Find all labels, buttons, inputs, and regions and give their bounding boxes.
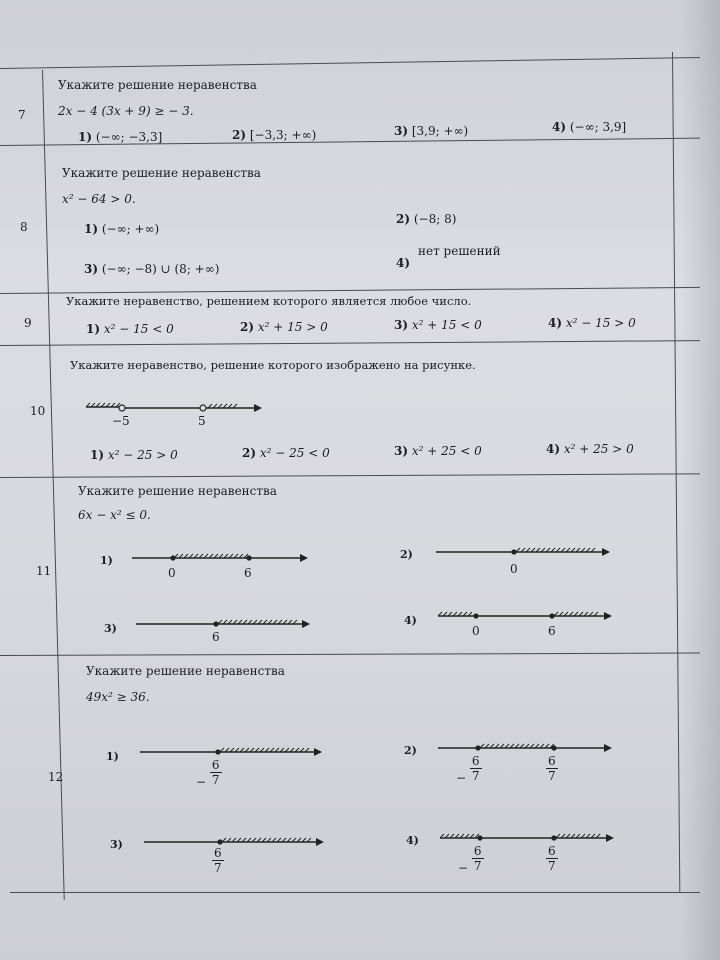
- answer-option-3[interactable]: 3): [104, 622, 117, 635]
- answer-option-2[interactable]: 2) [−3,3; +∞): [232, 128, 317, 142]
- answer-option-1[interactable]: 1) (−∞; +∞): [84, 222, 160, 236]
- answer-option-3[interactable]: 3) (−∞; −8) ∪ (8; +∞): [84, 262, 220, 276]
- table-border-right: [672, 52, 680, 892]
- table-border-bottom: [10, 892, 700, 893]
- answer-option-1[interactable]: 1): [106, 750, 119, 763]
- number-line-option-3: [134, 616, 319, 632]
- row-divider: [0, 653, 700, 656]
- open-point-left: [119, 405, 125, 411]
- tick-label: 0: [472, 624, 480, 638]
- open-point-right: [200, 405, 206, 411]
- task-expression: 6x − x² ≤ 0.: [78, 508, 151, 522]
- task-number: 7: [18, 108, 26, 122]
- fraction-label: − $\frac{6}{7}$: [458, 844, 482, 875]
- hatching-left: [86, 403, 120, 407]
- fraction-label: $\frac{6}{7}$: [214, 846, 222, 875]
- fraction-label: $\frac{6}{7}$: [548, 754, 556, 783]
- answer-option-4[interactable]: 4) x² − 15 > 0: [548, 316, 636, 330]
- task-title: Укажите неравенство, решение которого изображено на рисунке.: [70, 358, 476, 372]
- number-line-option-2: [434, 544, 619, 560]
- axis-arrow: [254, 404, 262, 412]
- task-expression: x² − 64 > 0.: [62, 192, 136, 206]
- answer-option-3[interactable]: 3) x² + 25 < 0: [394, 444, 482, 458]
- answer-option-3[interactable]: 3) x² + 15 < 0: [394, 318, 482, 332]
- task-number: 10: [30, 404, 46, 418]
- answer-option-2[interactable]: 2) x² + 15 > 0: [240, 320, 328, 334]
- row-divider: [0, 340, 700, 346]
- answer-option-4[interactable]: 4): [406, 834, 419, 847]
- task-expression: 49x² ≥ 36.: [86, 690, 150, 704]
- answer-option-4[interactable]: 4) (−∞; 3,9]: [552, 120, 627, 134]
- tick-label: 0: [510, 562, 518, 576]
- answer-option-4[interactable]: 4): [396, 256, 411, 270]
- number-line-option-4: [436, 608, 621, 624]
- task-title: Укажите неравенство, решением которого является любое число.: [66, 294, 472, 308]
- answer-option-3[interactable]: 3) [3,9; +∞): [394, 124, 469, 138]
- answer-option-2[interactable]: 2) (−8; 8): [396, 212, 457, 226]
- answer-option-1[interactable]: 1) x² − 15 < 0: [86, 322, 174, 336]
- table-border-top: [0, 57, 700, 69]
- task-title: Укажите решение неравенства: [86, 664, 285, 678]
- answer-option-1[interactable]: 1) x² − 25 > 0: [90, 448, 178, 462]
- answer-option-4-text: нет решений: [418, 244, 501, 258]
- number-line-figure: [84, 398, 264, 434]
- task-number: 11: [36, 564, 52, 578]
- answer-option-2[interactable]: 2): [400, 548, 413, 561]
- tick-label: −5: [112, 414, 130, 428]
- answer-option-2[interactable]: 2) x² − 25 < 0: [242, 446, 330, 460]
- row-divider: [0, 287, 700, 294]
- number-line-option-1: [130, 550, 315, 566]
- answer-option-3[interactable]: 3): [110, 838, 123, 851]
- answer-option-4[interactable]: 4): [404, 614, 417, 627]
- task-expression: 2x − 4 (3x + 9) ≥ − 3.: [58, 104, 194, 118]
- tick-label: 6: [548, 624, 556, 638]
- number-line-option-3: [142, 834, 332, 850]
- tick-label: 0: [168, 566, 176, 580]
- fraction-label: − $\frac{6}{7}$: [196, 758, 220, 789]
- tick-label: 6: [244, 566, 252, 580]
- tick-label: 5: [198, 414, 206, 428]
- task-number: 12: [48, 770, 64, 784]
- fraction-label: − $\frac{6}{7}$: [456, 754, 480, 785]
- number-line-option-1: [138, 744, 330, 760]
- answer-option-1[interactable]: 1) (−∞; −3,3]: [78, 130, 163, 144]
- answer-option-4[interactable]: 4) x² + 25 > 0: [546, 442, 634, 456]
- task-number: 9: [24, 316, 32, 330]
- task-title: Укажите решение неравенства: [58, 78, 257, 92]
- row-divider: [0, 473, 700, 478]
- task-title: Укажите решение неравенства: [62, 166, 261, 180]
- tick-label: 6: [212, 630, 220, 644]
- fraction-label: $\frac{6}{7}$: [548, 844, 556, 873]
- answer-option-1[interactable]: 1): [100, 554, 113, 567]
- task-number: 8: [20, 220, 28, 234]
- task-title: Укажите решение неравенства: [78, 484, 277, 498]
- answer-option-2[interactable]: 2): [404, 744, 417, 757]
